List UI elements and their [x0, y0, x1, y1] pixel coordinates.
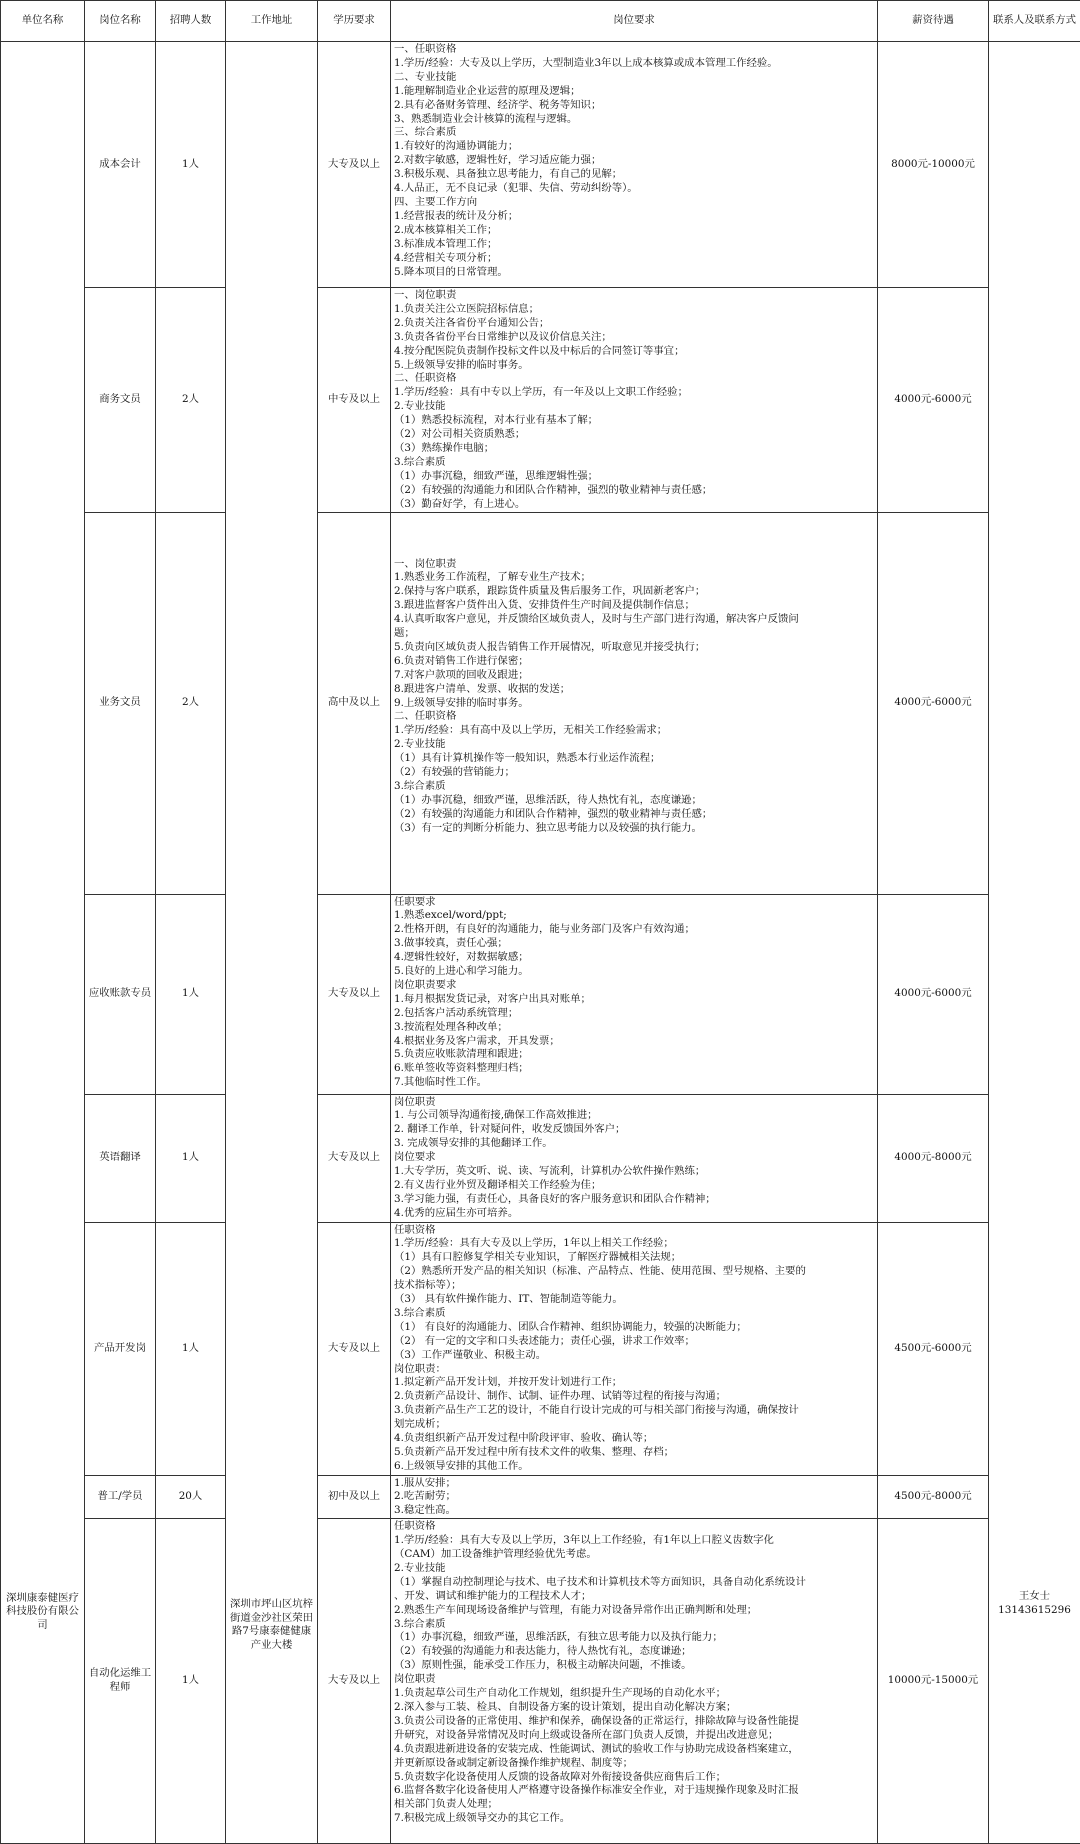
requirement-line: 1.大专学历，英文听、说、读、写流利，计算机办公软件操作熟练； — [394, 1165, 875, 1179]
table-row — [1, 1475, 1080, 1519]
requirement-line: 四、主要工作方向 — [394, 196, 875, 210]
requirement-line: （2）有较强的营销能力； — [394, 766, 875, 780]
requirement-line: 2.具有必备财务管理、经济学、税务等知识； — [394, 99, 875, 113]
requirement-line: 6.负责对销售工作进行保密； — [394, 655, 875, 669]
requirement-line: 任职资格 — [394, 1520, 875, 1534]
requirement-line: 2. 翻译工作单，针对疑问件，收发反馈国外客户； — [394, 1123, 875, 1137]
job-requirements — [391, 1222, 878, 1475]
header-row — [1, 1, 1080, 42]
requirement-line: 2.性格开朗，有良好的沟通能力，能与业务部门及客户有效沟通； — [394, 923, 875, 937]
education-requirement: 大专及以上 — [318, 1094, 391, 1222]
position-name: 英语翻译 — [85, 1094, 156, 1222]
company-name: 深圳康泰健医疗科技股份有限公司 — [1, 42, 85, 1844]
requirement-line: 3、熟悉制造业会计核算的流程与逻辑。 — [394, 113, 875, 127]
requirement-line: 6.账单签收等资料整理归档； — [394, 1062, 875, 1076]
requirement-line: 6.上级领导安排的其他工作。 — [394, 1460, 875, 1474]
table-body — [1, 42, 1080, 1844]
requirement-line: 2.专业技能 — [394, 738, 875, 752]
requirement-line: （1）掌握自动控制理论与技术、电子技术和计算机技术等方面知识，具备自动化系统设计 — [394, 1576, 875, 1590]
job-requirements — [391, 1475, 878, 1519]
table-row — [1, 1519, 1080, 1844]
header-address: 工作地址 — [226, 1, 318, 42]
salary: 4500元-8000元 — [878, 1475, 989, 1519]
requirement-line: 2.保持与客户联系，跟踪货件质量及售后服务工作，巩固新老客户； — [394, 585, 875, 599]
education-requirement: 大专及以上 — [318, 1519, 391, 1844]
requirement-line: （1）办事沉稳，细致严谨，思维逻辑性强； — [394, 470, 875, 484]
requirement-line: 1.学历/经验：具有高中及以上学历，无相关工作经验需求； — [394, 724, 875, 738]
requirement-line: 1.服从安排； — [394, 1477, 875, 1491]
requirement-line: 1.熟悉业务工作流程，了解专业生产技术； — [394, 571, 875, 585]
requirement-line: 2.熟悉生产车间现场设备维护与管理，有能力对设备异常作出正确判断和处理； — [394, 1604, 875, 1618]
hire-count: 2人 — [156, 288, 226, 513]
requirement-line: 岗位职责 — [394, 1096, 875, 1110]
requirement-line: 3. 完成领导安排的其他翻译工作。 — [394, 1137, 875, 1151]
requirement-line: 岗位职责要求 — [394, 979, 875, 993]
work-address: 深圳市坪山区坑梓街道金沙社区荣田路7号康泰健健康产业大楼 — [226, 42, 318, 1844]
requirement-line: 5.负责新产品开发过程中所有技术文件的收集、整理、存档； — [394, 1446, 875, 1460]
requirement-line: 4.认真听取客户意见，并反馈给区域负责人，及时与生产部门进行沟通，解决客户反馈问 — [394, 613, 875, 627]
requirement-line: 1.每月根据发货记录，对客户出具对账单； — [394, 993, 875, 1007]
requirement-line: （3）勤奋好学，有上进心。 — [394, 498, 875, 512]
requirement-line: 5.良好的上进心和学习能力。 — [394, 965, 875, 979]
education-requirement: 中专及以上 — [318, 288, 391, 513]
requirement-line: （1）熟悉投标流程，对本行业有基本了解； — [394, 414, 875, 428]
requirement-line: 4.经营相关专项分析； — [394, 252, 875, 266]
requirement-line: 3.综合素质 — [394, 456, 875, 470]
header-count: 招聘人数 — [156, 1, 226, 42]
requirement-line: 任职要求 — [394, 896, 875, 910]
requirement-line: 1.经营报表的统计及分析； — [394, 210, 875, 224]
table-row — [1, 512, 1080, 894]
requirement-line: 4.负责组织新产品开发过程中阶段评审、验收、确认等； — [394, 1432, 875, 1446]
requirement-line: 3.综合素质 — [394, 1618, 875, 1632]
requirement-line: 升研究，对设备异常情况及时向上级或设备所在部门负责人反馈，并提出改进意见； — [394, 1729, 875, 1743]
requirement-line: 岗位职责 — [394, 1673, 875, 1687]
education-requirement: 大专及以上 — [318, 42, 391, 288]
requirement-line: 二、任职资格 — [394, 372, 875, 386]
requirement-line: 1.有较好的沟通协调能力； — [394, 140, 875, 154]
requirement-line: 1.学历/经验：大专及以上学历，大型制造业3年以上成本核算或成本管理工作经验。 — [394, 57, 875, 71]
requirement-line: （CAM）加工设备维护管理经验优先考虑。 — [394, 1548, 875, 1562]
job-requirements — [391, 288, 878, 513]
salary: 8000元-10000元 — [878, 42, 989, 288]
header-salary: 薪资待遇 — [878, 1, 989, 42]
requirement-line: 7.其他临时性工作。 — [394, 1076, 875, 1090]
requirement-line: 1.负责起草公司生产自动化工作规划，组织提升生产现场的自动化水平； — [394, 1687, 875, 1701]
header-requirements: 岗位要求 — [391, 1, 878, 42]
requirement-line: 2.对数字敏感，逻辑性好，学习适应能力强； — [394, 154, 875, 168]
requirement-line: （1） 有良好的沟通能力、团队合作精神、组织协调能力，较强的决断能力； — [394, 1321, 875, 1335]
requirement-line: 4.逻辑性较好，对数据敏感； — [394, 951, 875, 965]
requirement-line: 2.有义齿行业外贸及翻译相关工作经验为佳； — [394, 1179, 875, 1193]
requirement-line: （3）有一定的判断分析能力、独立思考能力以及较强的执行能力。 — [394, 822, 875, 836]
education-requirement: 大专及以上 — [318, 1222, 391, 1475]
requirement-line: 二、专业技能 — [394, 71, 875, 85]
salary: 10000元-15000元 — [878, 1519, 989, 1844]
education-requirement: 高中及以上 — [318, 512, 391, 894]
requirement-line: （2） 有一定的文字和口头表述能力；责任心强，讲求工作效率； — [394, 1335, 875, 1349]
requirement-line: 3.负责公司设备的正常使用、维护和保养，确保设备的正常运行，排除故障与设备性能提 — [394, 1715, 875, 1729]
requirement-line: 3.负责各省份平台日常维护以及议价信息关注； — [394, 331, 875, 345]
contact-info: 王女士13143615296 — [989, 42, 1080, 1844]
requirement-line: 7.对客户款项的回收及跟进； — [394, 669, 875, 683]
requirement-line: 2.专业技能 — [394, 1562, 875, 1576]
table-row — [1, 42, 1080, 288]
requirement-line: 3.综合素质 — [394, 780, 875, 794]
hire-count: 1人 — [156, 1519, 226, 1844]
position-name: 商务文员 — [85, 288, 156, 513]
position-name: 产品开发岗 — [85, 1222, 156, 1475]
salary: 4500元-6000元 — [878, 1222, 989, 1475]
requirement-line: （1）办事沉稳，细致严谨，思维活跃，有独立思考能力以及执行能力； — [394, 1631, 875, 1645]
requirement-line: （2）对公司相关资质熟悉； — [394, 428, 875, 442]
requirement-line: 5.负责应收账款清理和跟进； — [394, 1048, 875, 1062]
requirement-line: （1）具有口腔修复学相关专业知识，了解医疗器械相关法规； — [394, 1251, 875, 1265]
requirement-line: 、开发、调试和维护能力的工程技术人才； — [394, 1590, 875, 1604]
requirement-line: 1.学历/经验：具有大专及以上学历，1年以上相关工作经验； — [394, 1237, 875, 1251]
requirement-line: （2）有较强的沟通能力和团队合作精神，强烈的敬业精神与责任感； — [394, 484, 875, 498]
requirement-line: （3） 具有软件操作能力、IT、智能制造等能力。 — [394, 1293, 875, 1307]
position-name: 业务文员 — [85, 512, 156, 894]
requirement-line: 8.跟进客户清单、发票、收据的发送； — [394, 683, 875, 697]
requirement-line: 2.负责关注各省份平台通知公告； — [394, 317, 875, 331]
requirement-line: 4.人品正，无不良记录（犯罪、失信、劳动纠纷等）。 — [394, 182, 875, 196]
requirement-line: （3）原则性强，能承受工作压力，积极主动解决问题，不推诿。 — [394, 1659, 875, 1673]
job-requirements — [391, 894, 878, 1094]
requirement-line: 4.负责跟进新进设备的安装完成、性能调试、测试的验收工作与协助完成设备档案建立， — [394, 1743, 875, 1757]
salary: 4000元-6000元 — [878, 894, 989, 1094]
hire-count: 1人 — [156, 42, 226, 288]
requirement-line: 岗位要求 — [394, 1151, 875, 1165]
hire-count: 1人 — [156, 894, 226, 1094]
requirement-line: 题； — [394, 627, 875, 641]
requirement-line: 5.负责向区域负责人报告销售工作开展情况，听取意见并接受执行； — [394, 641, 875, 655]
requirement-line: （1）办事沉稳，细致严谨，思维活跃，待人热忱有礼，态度谦逊； — [394, 794, 875, 808]
requirement-line: 二、任职资格 — [394, 710, 875, 724]
requirement-line: 一、任职资格 — [394, 43, 875, 57]
requirement-line: 1.能理解制造业企业运营的原理及逻辑； — [394, 85, 875, 99]
education-requirement: 大专及以上 — [318, 894, 391, 1094]
hire-count: 2人 — [156, 512, 226, 894]
header-position: 岗位名称 — [85, 1, 156, 42]
requirement-line: （3）工作严谨敬业、积极主动。 — [394, 1349, 875, 1363]
requirement-line: 相关部门负责人处理； — [394, 1798, 875, 1812]
requirement-line: 岗位职责： — [394, 1363, 875, 1377]
requirement-line: 5.降本项目的日常管理。 — [394, 266, 875, 280]
header-contact: 联系人及联系方式 — [989, 1, 1080, 42]
requirement-line: 3.跟进监督客户货件出入货、安排货件生产时间及提供制作信息； — [394, 599, 875, 613]
job-requirements — [391, 1094, 878, 1222]
requirement-line: 5.负责数字化设备使用人反馈的设备故障对外衔接设备供应商售后工作； — [394, 1771, 875, 1785]
requirement-line: （2）有较强的沟通能力和团队合作精神，强烈的敬业精神与责任感； — [394, 808, 875, 822]
requirement-line: 并更新原设备或制定新设备操作维护规程、制度等； — [394, 1757, 875, 1771]
requirement-line: 3.综合素质 — [394, 1307, 875, 1321]
requirement-line: 4.按分配医院负责制作投标文件以及中标后的合同签订等事宜； — [394, 345, 875, 359]
requirement-line: 一、岗位职责 — [394, 558, 875, 572]
requirement-line: （1）具有计算机操作等一般知识，熟悉本行业运作流程； — [394, 752, 875, 766]
requirement-line: 1.拟定新产品开发计划，并按开发计划进行工作； — [394, 1376, 875, 1390]
requirement-line: 1.负责关注公立医院招标信息； — [394, 303, 875, 317]
requirement-line: 一、岗位职责 — [394, 289, 875, 303]
requirement-line: （2）熟悉所开发产品的相关知识（标准、产品特点、性能、使用范围、型号规格、主要的 — [394, 1265, 875, 1279]
requirement-line: 5.上级领导安排的临时事务。 — [394, 359, 875, 373]
requirement-line: 1.学历/经验：具有大专及以上学历，3年以上工作经验，有1年以上口腔义齿数字化 — [394, 1534, 875, 1548]
table-row — [1, 288, 1080, 513]
education-requirement: 初中及以上 — [318, 1475, 391, 1519]
requirement-line: 3.做事较真，责任心强； — [394, 937, 875, 951]
position-name: 自动化运维工程师 — [85, 1519, 156, 1844]
requirement-line: 3.按流程处理各种改单； — [394, 1021, 875, 1035]
requirement-line: 3.稳定性高。 — [394, 1504, 875, 1518]
requirement-line: 1.熟悉excel/word/ppt; — [394, 909, 875, 923]
requirement-line: 9.上级领导安排的临时事务。 — [394, 697, 875, 711]
requirement-line: 2.包括客户活动系统管理； — [394, 1007, 875, 1021]
table-row — [1, 1222, 1080, 1475]
header-education: 学历要求 — [318, 1, 391, 42]
requirement-line: 2.成本核算相关工作； — [394, 224, 875, 238]
job-requirements — [391, 1519, 878, 1844]
requirement-line: 6.监督各数字化设备使用人严格遵守设备操作标准安全作业，对于违规操作现象及时汇报 — [394, 1784, 875, 1798]
requirement-line: 任职资格 — [394, 1224, 875, 1238]
requirement-line: 2.深入参与工装、检具、自制设备方案的设计策划，提出自动化解决方案； — [394, 1701, 875, 1715]
hire-count: 1人 — [156, 1094, 226, 1222]
table-row — [1, 894, 1080, 1094]
requirement-line: 划完成析； — [394, 1418, 875, 1432]
hire-count: 20人 — [156, 1475, 226, 1519]
requirement-line: 2.负责新产品设计、制作、试制、证件办理、试销等过程的衔接与沟通； — [394, 1390, 875, 1404]
requirement-line: 2.专业技能 — [394, 400, 875, 414]
salary: 4000元-6000元 — [878, 512, 989, 894]
requirement-line: 1. 与公司领导沟通衔接,确保工作高效推进； — [394, 1109, 875, 1123]
hire-count: 1人 — [156, 1222, 226, 1475]
salary: 4000元-6000元 — [878, 288, 989, 513]
header-company: 单位名称 — [1, 1, 85, 42]
requirement-line: 7.积极完成上级领导交办的其它工作。 — [394, 1812, 875, 1826]
requirement-line: 3.学习能力强，有责任心，具备良好的客户服务意识和团队合作精神； — [394, 1193, 875, 1207]
requirement-line: 1.学历/经验：具有中专以上学历，有一年及以上文职工作经验； — [394, 386, 875, 400]
position-name: 成本会计 — [85, 42, 156, 288]
requirement-line: 2.吃苦耐劳； — [394, 1490, 875, 1504]
requirement-line: （3）熟练操作电脑； — [394, 442, 875, 456]
position-name: 普工/学员 — [85, 1475, 156, 1519]
table-row — [1, 1094, 1080, 1222]
requirement-line: 3.积极乐观、具备独立思考能力，有自己的见解； — [394, 168, 875, 182]
requirement-line: （2）有较强的沟通能力和表达能力，待人热忱有礼，态度谦逊； — [394, 1645, 875, 1659]
requirement-line: 三、综合素质 — [394, 126, 875, 140]
requirement-line: 4.优秀的应届生亦可培养。 — [394, 1207, 875, 1221]
position-name: 应收账款专员 — [85, 894, 156, 1094]
job-requirements — [391, 512, 878, 894]
requirement-line: 3.标准成本管理工作； — [394, 238, 875, 252]
salary: 4000元-8000元 — [878, 1094, 989, 1222]
requirement-line: 3.负责新产品生产工艺的设计，不能自行设计完成的可与相关部门衔接与沟通，确保按计 — [394, 1404, 875, 1418]
requirement-line: 4.根据业务及客户需求，开具发票； — [394, 1035, 875, 1049]
job-requirements — [391, 42, 878, 288]
requirement-line: 技术指标等）； — [394, 1279, 875, 1293]
